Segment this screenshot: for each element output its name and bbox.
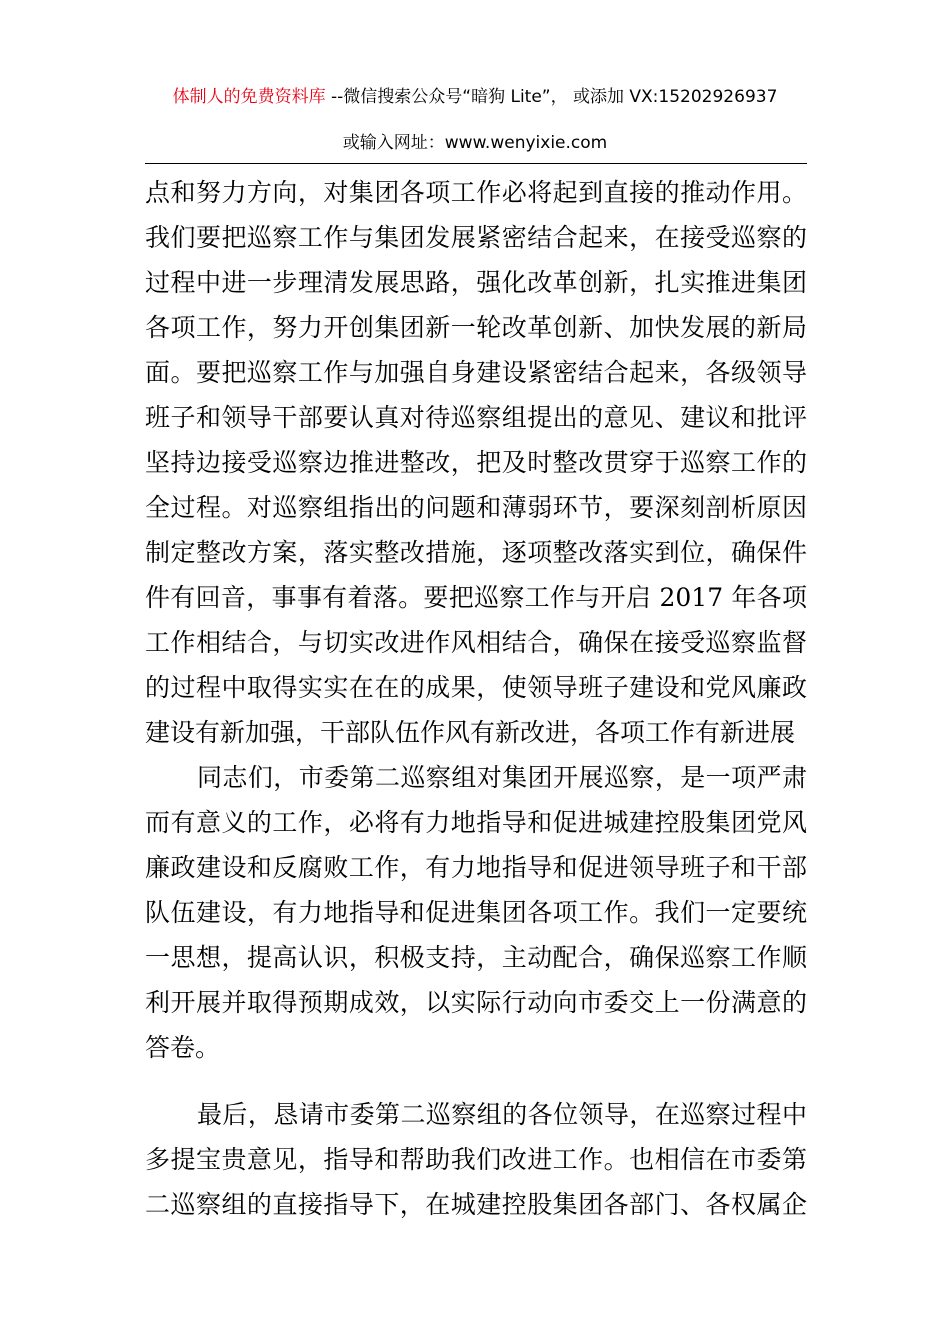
text-line: 工作相结合，与切实改进作风相结合，确保在接受巡察监督 <box>145 628 807 657</box>
text-line: 的过程中取得实实在在的成果，使领导班子建设和党风廉政 <box>145 673 807 702</box>
text-line: 件有回音，事事有着落。要把巡察工作与开启 2017 年各项 <box>145 583 807 612</box>
text-line: 建设有新加强，干部队伍作风有新改进，各项工作有新进展 <box>145 718 796 747</box>
text-line: 多提宝贵意见，指导和帮助我们改进工作。也相信在市委第 <box>145 1145 807 1174</box>
text-line: 点和努力方向，对集团各项工作必将起到直接的推动作用。 <box>145 178 807 207</box>
text-line: 面。要把巡察工作与加强自身建设紧密结合起来，各级领导 <box>145 358 807 387</box>
text-line: 而有意义的工作，必将有力地指导和促进城建控股集团党风 <box>145 808 807 837</box>
paragraph-spacer <box>145 1070 807 1092</box>
text-line: 班子和领导干部要认真对待巡察组提出的意见、建议和批评 <box>145 403 807 432</box>
page-header <box>0 84 950 110</box>
text-line: 全过程。对巡察组指出的问题和薄弱环节，要深刻剖析原因 <box>145 493 807 522</box>
document-body <box>145 170 807 1227</box>
text-line: 二巡察组的直接指导下，在城建控股集团各部门、各权属企 <box>145 1190 807 1219</box>
text-line: 队伍建设，有力地指导和促进集团各项工作。我们一定要统 <box>145 898 807 927</box>
header-brand: 体制人的免费资料库 <box>172 87 326 107</box>
text-line: 坚持边接受巡察边推进整改，把及时整改贯穿于巡察工作的 <box>145 448 807 477</box>
header-divider <box>145 163 807 164</box>
text-line: 我们要把巡察工作与集团发展紧密结合起来，在接受巡察的 <box>145 223 807 252</box>
header-website: 或输入网址：www.wenyixie.com <box>342 133 608 153</box>
text-line: 过程中进一步理清发展思路，强化改革创新，扎实推进集团 <box>145 268 807 297</box>
paragraph-first-line: 同志们，市委第二巡察组对集团开展巡察，是一项严肃 <box>197 763 807 792</box>
header-info: --微信搜索公众号“暗狗 Lite”， 或添加 VX:15202926937 <box>325 87 778 107</box>
text-line: 答卷。 <box>145 1033 221 1062</box>
text-line: 制定整改方案，落实整改措施，逐项整改落实到位，确保件 <box>145 538 807 567</box>
text-line: 一思想，提高认识，积极支持，主动配合，确保巡察工作顺 <box>145 943 807 972</box>
text-line: 利开展并取得预期成效，以实际行动向市委交上一份满意的 <box>145 988 807 1017</box>
text-line: 廉政建设和反腐败工作，有力地指导和促进领导班子和干部 <box>145 853 807 882</box>
text-line: 各项工作，努力开创集团新一轮改革创新、加快发展的新局 <box>145 313 807 342</box>
paragraph-first-line: 最后，恳请市委第二巡察组的各位领导，在巡察过程中 <box>197 1100 807 1129</box>
